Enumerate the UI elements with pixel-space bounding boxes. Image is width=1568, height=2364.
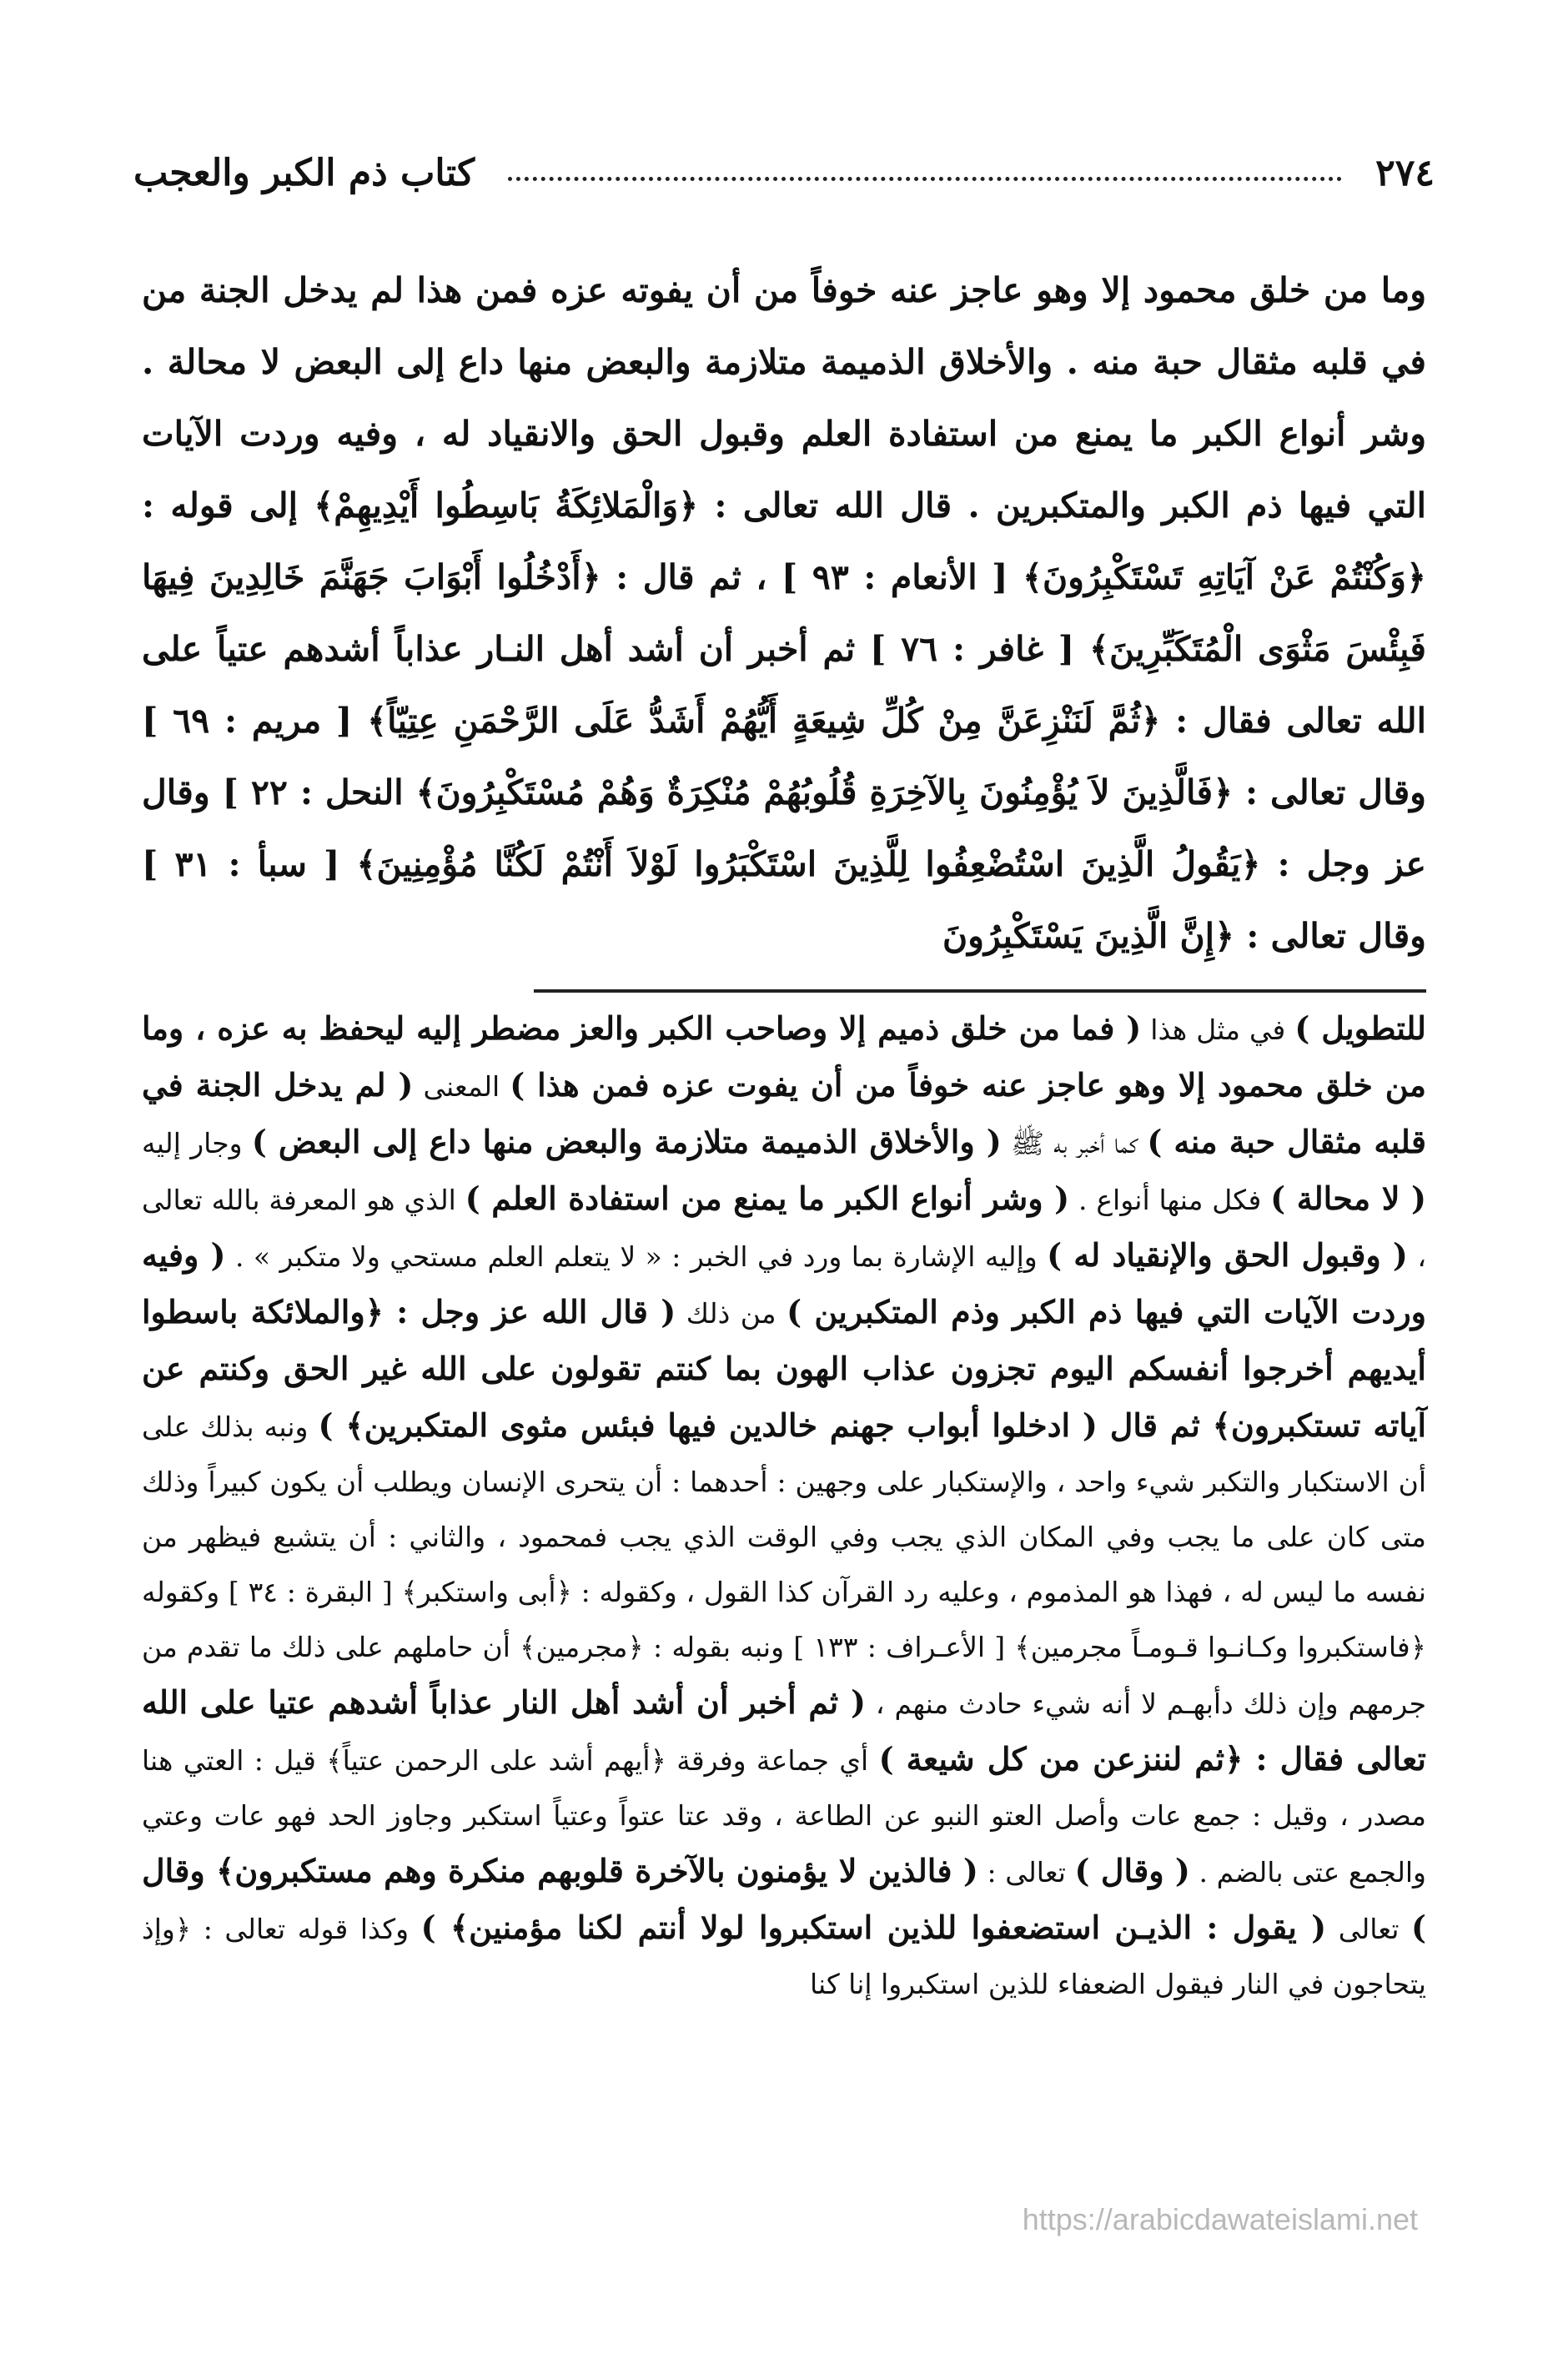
running-header xyxy=(133,143,1435,202)
commentary-segment: في مثل هذا xyxy=(1141,1014,1295,1046)
quoted-matn-segment: ( وقال ) xyxy=(1074,1852,1190,1889)
watermark-url: https://arabicdawateislami.net xyxy=(1022,2202,1418,2236)
commentary-segment: من ذلك xyxy=(676,1297,787,1330)
commentary-text xyxy=(142,1001,1426,2012)
footnote-divider xyxy=(534,989,1426,993)
commentary-segment: تعالى xyxy=(1326,1913,1412,1945)
book-title: كتاب ذم الكبر والعجب xyxy=(133,151,475,194)
quoted-matn-segment: ( فالذين لا يؤمنون بالآخرة قلوبهم منكرة وهم مستكبرون﴾ وقال ) xyxy=(142,1852,1426,1946)
main-body-text: وما من خلق محمود إلا وهو عاجز عنه خوفاً من أن يفوته عزه فمن هذا لم يدخل الجنة من في قلبه مثقال حبة منه . والأخلاق الذميمة متلازمة والبعض منها داع إلى البعض لا محالة . وشر أنواع الكبر ما يمنع من استفادة العلم وقبول الحق والانقياد له ، وفيه وردت الآيات التي فيها ذم الكبر والمتكبرين . قال الله تعالى : ﴿وَالْمَلائِكَةُ بَاسِطُوا أَيْدِيهِمْ﴾ إلى قوله : ﴿وَكُنْتُمْ عَنْ آيَاتِهِ تَسْتَكْبِرُونَ﴾ [ الأنعام : ٩٣ ] ، ثم قال : ﴿أَدْخُلُوا أَبْوَابَ جَهَنَّمَ خَالِدِينَ فِيهَا فَبِئْسَ مَثْوَى الْمُتَكَبِّرِينَ﴾ [ غافر : ٧٦ ] ثم أخبر أن أشد أهل النـار عذاباً أشدهم عتياً على الله تعالى فقال : ﴿ثُمَّ لَنَنْزِعَنَّ مِنْ كُلِّ شِيعَةٍ أَيُّهُمْ أَشَدُّ عَلَى الرَّحْمَنِ عِتِيّاً﴾ [ مريم : ٦٩ ] وقال تعالى : ﴿فَالَّذِينَ لاَ يُؤْمِنُونَ بِالآخِرَةِ قُلُوبُهُمْ مُنْكِرَةٌ وَهُمْ مُسْتَكْبِرُونَ﴾ النحل : ٢٢ ] وقال عز وجل : ﴿يَقُولُ الَّذِينَ اسْتُضْعِفُوا لِلَّذِينَ اسْتَكْبَرُوا لَوْلاَ أَنْتُمْ لَكُنَّا مُؤْمِنِينَ﴾ [ سبأ : ٣١ ] وقال تعالى : ﴿إِنَّ الَّذِينَ يَسْتَكْبِرُونَ xyxy=(142,270,1427,956)
quoted-matn-segment: ( وقبول الحق والإنقياد له ) xyxy=(1047,1236,1408,1274)
commentary-segment: الذي هو المعرفة بالله تعالى ، xyxy=(142,1184,1427,1273)
quoted-matn-segment: ( لا محالة ) xyxy=(1270,1179,1426,1217)
commentary-segment: المعنى xyxy=(413,1070,510,1103)
commentary-segment: ونبه بذلك على أن الاستكبار والتكبر شيء واحد ، والإستكبار على وجهين : أحدهما : أن يتحرى الإنسان ويطلب أن يكون كبيراً وذلك متى كان على ما يجب وفي المكان الذي يجب وفي الوقت الذي يجب فمحمود ، والثاني : أن يتشبع فيظهر من نفسه ما ليس له ، فهذا هو المذموم ، وعليه رد القرآن كذا القول ، وكقوله : ﴿أبى واستكبر﴾ [ البقرة : ٣٤ ] وكقوله ﴿فاستكبروا وكـانـوا قـومـاً مجرمين﴾ [ الأعـراف : ١٣٣ ] ونبه بقوله : ﴿مجرمين﴾ أن حاملهم على ذلك ما تقدم من جرمهم وإن ذلك دأبهـم لا أنه شيء حادث منهم ، xyxy=(142,1411,1426,1720)
quoted-matn-segment: ( ثم أخبر أن أشد أهل النار عذاباً أشدهم عتيا على الله تعالى فقال : ﴿ثم لننزعن من كل شيعة ) xyxy=(142,1683,1426,1778)
commentary-segment: وجار إليه xyxy=(142,1127,252,1159)
quoted-matn-segment: ( والأخلاق الذميمة متلازمة والبعض منها داع إلى البعض ) xyxy=(251,1123,1002,1160)
quoted-matn-segment: ( لم يدخل الجنة في قلبه مثقال حبة منه ) xyxy=(142,1066,1426,1160)
commentary-segment: تعالى : xyxy=(977,1856,1075,1889)
quoted-matn-segment: ( قال الله عز وجل : ﴿والملائكة باسطوا أيديهم أخرجوا أنفسكم اليوم تجزون عذاب الهون بما كنتم تقولون على الله غير الحق وكنتم عن آياته تستكبرون﴾ ثم قال ( ادخلوا أبواب جهنم خالدين فيها فبئس مثوى المتكبرين﴾ ) xyxy=(142,1293,1427,1444)
header-dotted-leader xyxy=(508,177,1342,181)
commentary-segment: وإليه الإشارة بما ورد في الخبر : « لا يتعلم العلم مستحي ولا متكبر » . xyxy=(225,1240,1048,1273)
page-number: ٢٧٤ xyxy=(1375,151,1435,194)
quoted-matn-segment: ( يقول : الذيـن استضعفوا للذين استكبروا لولا أنتم لكنا مؤمنين﴾ ) xyxy=(420,1909,1327,1946)
quoted-matn-segment: للتطويل ) xyxy=(1294,1009,1426,1047)
quoted-matn-segment: ( وفيه وردت الآيات التي فيها ذم الكبر وذم المتكبرين ) xyxy=(142,1236,1427,1330)
commentary-segment: كما أخبر به ﷺ xyxy=(1001,1127,1148,1159)
quoted-matn-segment: ( فما من خلق ذميم إلا وصاحب الكبر والعز مضطر إليه ليحفظ به عزه ، وما من خلق محمود إلا وهو عاجز عنه خوفاً من أن يفوت عزه فمن هذا ) xyxy=(142,1009,1426,1104)
commentary-segment: أي جماعة وفرقة ﴿أيهم أشد على الرحمن عتياً﴾ قيل : العتي هنا مصدر ، وقيل : جمع عات وأصل العتو النبو عن الطاعة ، وقد عتا عتواً وعتياً استكبر وجاوز الحد فهو عات وعتي والجمع عتى بالضم . xyxy=(142,1744,1426,1889)
commentary-segment: فكل منها أنواع . xyxy=(1069,1184,1271,1216)
quoted-matn-segment: ( وشر أنواع الكبر ما يمنع من استفادة العلم ) xyxy=(465,1179,1070,1217)
commentary-segment: وكذا قوله تعالى : ﴿وإذ يتحاجون في النار فيقول الضعفاء للذين استكبروا إنا كنا xyxy=(142,1913,1426,2000)
